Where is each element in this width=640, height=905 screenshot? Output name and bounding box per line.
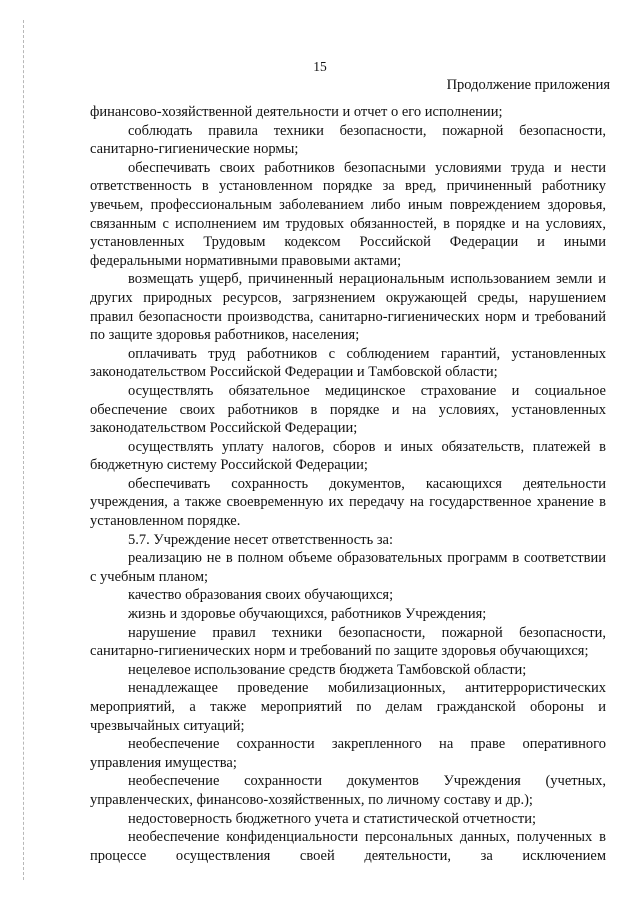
paragraph: осуществлять уплату налогов, сборов и иных обязательств, платежей в бюджетную систему Российской Федерации;	[90, 438, 606, 474]
paragraph: необеспечение сохранности документов Учреждения (учетных, управленческих, финансово-хозяйственных, по личному составу и др.);	[90, 773, 606, 808]
header-note: Продолжение приложения	[446, 77, 610, 93]
paragraph: необеспечение сохранности закрепленного на праве оперативного управления имущества;	[90, 736, 606, 771]
paragraph: обеспечивать сохранность документов, касающихся деятельности учреждения, а также своевременную их передачу на государственное хранение в установленном порядке.	[90, 475, 606, 530]
paragraph: реализацию не в полном объеме образовательных программ в соответствии с учебным планом;	[90, 550, 606, 585]
paragraph: возмещать ущерб, причиненный нерациональным использованием земли и других природных ресурсов, загрязнением окружающей среды, нарушением правил безопасности производства, санитарно-гигиенических норм и требований по защите здоровья работников, населения;	[90, 271, 606, 344]
paragraph: нецелевое использование средств бюджета Тамбовской области;	[128, 661, 527, 678]
paragraph: недостоверность бюджетного учета и статистической отчетности;	[128, 810, 537, 827]
paragraph: нарушение правил техники безопасности, пожарной безопасности, санитарно-гигиенических норм и требований по защите здоровья обучающихся;	[90, 624, 606, 660]
paragraph: ненадлежащее проведение мобилизационных, антитеррористических мероприятий, а также мероприятий по делам гражданской обороны и чрезвычайных ситуаций;	[90, 680, 606, 734]
paragraph: необеспечение конфиденциальности персональных данных, полученных в процессе осуществления своей деятельности, за исключением	[90, 829, 606, 864]
page-number: 15	[313, 59, 327, 74]
paragraph: финансово-хозяйственной деятельности и отчет о его исполнении;	[90, 104, 503, 120]
paragraph: обеспечивать своих работников безопасными условиями труда и нести ответственность в установленном порядке за вред, причиненный работнику увечьем, профессиональным заболеванием либо иным повреждением здоровья, связанным с исполнением им трудовых обязанностей, в порядке и на условиях, установленных Трудовым кодексом Российской Федерации и иными федеральными нормативными правовыми актами;	[90, 159, 606, 269]
section-heading: 5.7. Учреждение несет ответственность за:	[128, 531, 394, 548]
binding-margin-line	[23, 20, 24, 880]
paragraph: оплачивать труд работников с соблюдением гарантий, установленных законодательством Российской Федерации и Тамбовской области;	[90, 345, 606, 381]
paragraph: осуществлять обязательное медицинское страхование и социальное обеспечение своих работников в порядке и на условиях, установленных законодательством Российской Федерации;	[90, 382, 606, 437]
paragraph: качество образования своих обучающихся;	[128, 587, 394, 604]
paragraph: соблюдать правила техники безопасности, пожарной безопасности, санитарно-гигиенические нормы;	[90, 122, 606, 158]
paragraph: жизнь и здоровье обучающихся, работников Учреждения;	[128, 606, 487, 623]
document-body	[90, 103, 606, 865]
